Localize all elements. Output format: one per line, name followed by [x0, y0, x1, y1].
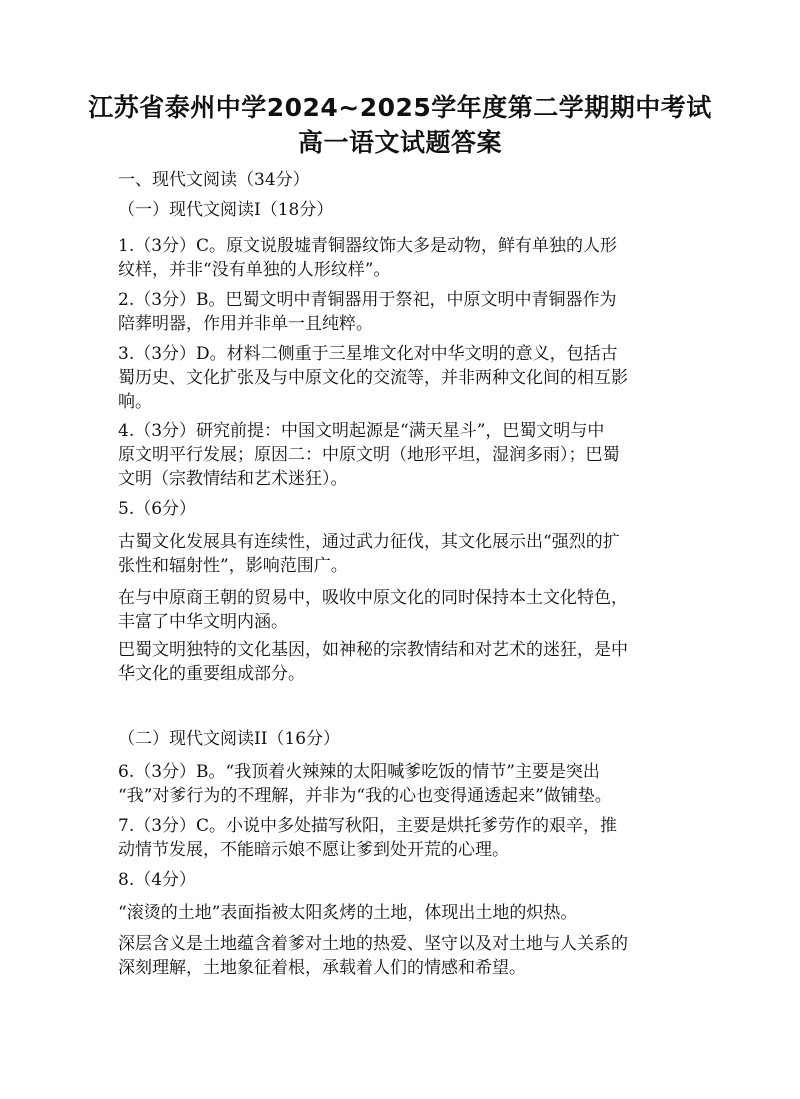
subsection-heading: （一）现代文阅读Ⅰ（18分）	[118, 200, 334, 220]
answer-line: 张性和辐射性”，影响范围广。	[118, 556, 348, 576]
answer-line: 蜀历史、文化扩张及与中原文化的交流等，并非两种文化间的相互影	[118, 368, 628, 388]
answer-line: 丰富了中华文明内涵。	[118, 612, 288, 632]
answer-line: 7.（3分）C。小说中多处描写秋阳，主要是烘托爹劳作的艰辛，推	[118, 816, 618, 836]
answer-line: 纹样，并非“没有单独的人形纹样”。	[118, 260, 391, 280]
section-heading: 一、现代文阅读（34分）	[118, 170, 310, 190]
answer-line: 在与中原商王朝的贸易中，吸收中原文化的同时保持本土文化特色，	[118, 588, 628, 608]
answer-line: “我”对爹行为的不理解，并非为“我的心也变得通透起来”做铺垫。	[118, 786, 612, 806]
answer-line: 深层含义是土地蕴含着爹对土地的热爱、坚守以及对土地与人关系的	[118, 934, 628, 954]
answer-line: 原文明平行发展；原因二：中原文明（地形平坦，湿润多雨）；巴蜀	[118, 445, 620, 465]
answer-line: 陪葬明器，作用并非单一且纯粹。	[118, 314, 373, 334]
answer-line: 1.（3分）C。原文说殷墟青铜器纹饰大多是动物，鲜有单独的人形	[118, 236, 618, 256]
answer-line: 响。	[118, 392, 152, 412]
answer-line: 深刻理解，土地象征着根，承载着人们的情感和希望。	[118, 958, 526, 978]
answer-line: 4.（3分）研究前提：中国文明起源是“满天星斗”，巴蜀文明与中	[118, 421, 605, 441]
answer-line: 华文化的重要组成部分。	[118, 664, 305, 684]
answer-line: “滚烫的土地”表面指被太阳炙烤的土地，体现出土地的炽热。	[118, 903, 578, 923]
subsection-heading: （二）现代文阅读II（16分）	[118, 729, 341, 749]
document-subtitle: 高一语文试题答案	[297, 128, 502, 157]
answer-line: 巴蜀文明独特的文化基因，如神秘的宗教情结和对艺术的迷狂，是中	[118, 640, 628, 660]
answer-line: 3.（3分）D。材料二侧重于三星堆文化对中华文明的意义，包括古	[118, 344, 618, 364]
answer-line: 2.（3分）B。巴蜀文明中青铜器用于祭祀，中原文明中青铜器作为	[118, 290, 617, 310]
answer-line: 文明（宗教情结和艺术迷狂）。	[118, 469, 348, 489]
answer-line: 6.（3分）B。“我顶着火辣辣的太阳喊爹吃饭的情节”主要是突出	[118, 762, 600, 782]
answer-line: 古蜀文化发展具有连续性，通过武力征伐，其文化展示出“强烈的扩	[118, 532, 620, 552]
question-number: 8.（4分）	[118, 870, 197, 890]
question-number: 5.（6分）	[118, 499, 197, 519]
answer-line: 动情节发展，不能暗示娘不愿让爹到处开荒的心理。	[118, 840, 509, 860]
document-title: 江苏省泰州中学2024~2025学年度第二学期期中考试	[88, 93, 712, 122]
